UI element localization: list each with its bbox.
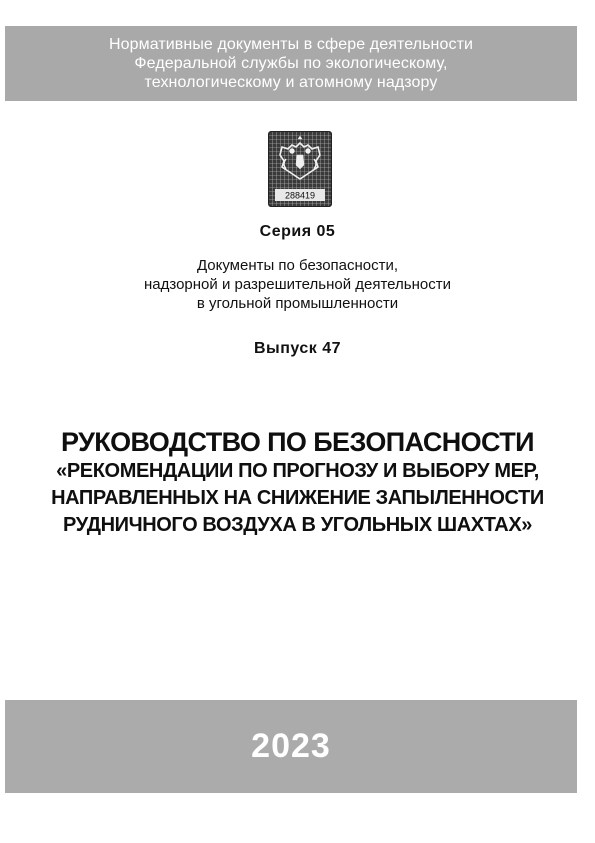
description-line: в угольной промышленности <box>196 295 399 312</box>
title-sub-line: РУДНИЧНОГО ВОЗДУХА В УГОЛЬНЫХ ШАХТАХ» <box>63 514 532 536</box>
description-line: надзорной и разрешительной деятельности <box>144 276 451 293</box>
header-line: Нормативные документы в сфере деятельности <box>108 36 474 53</box>
header-line: технологическому и атомному надзору <box>144 74 438 91</box>
double-headed-eagle-emblem-icon <box>268 131 332 207</box>
publication-year: 2023 <box>251 727 331 765</box>
header-band <box>5 26 577 101</box>
title-sub-line: НАПРАВЛЕННЫХ НА СНИЖЕНИЕ ЗАПЫЛЕННОСТИ <box>51 487 544 509</box>
issue-label: Выпуск 47 <box>253 340 342 357</box>
series-description <box>0 256 595 313</box>
header-line: Федеральной службы по экологическому, <box>134 55 448 72</box>
footer-band <box>5 700 577 793</box>
title-main: РУКОВОДСТВО ПО БЕЗОПАСНОСТИ <box>61 427 534 457</box>
document-title <box>0 426 595 539</box>
emblem-code: 288419 <box>284 190 316 201</box>
title-sub-line: «РЕКОМЕНДАЦИИ ПО ПРОГНОЗУ И ВЫБОРУ МЕР, <box>56 460 539 482</box>
series-label: Серия 05 <box>259 223 336 240</box>
description-line: Документы по безопасности, <box>196 257 399 274</box>
